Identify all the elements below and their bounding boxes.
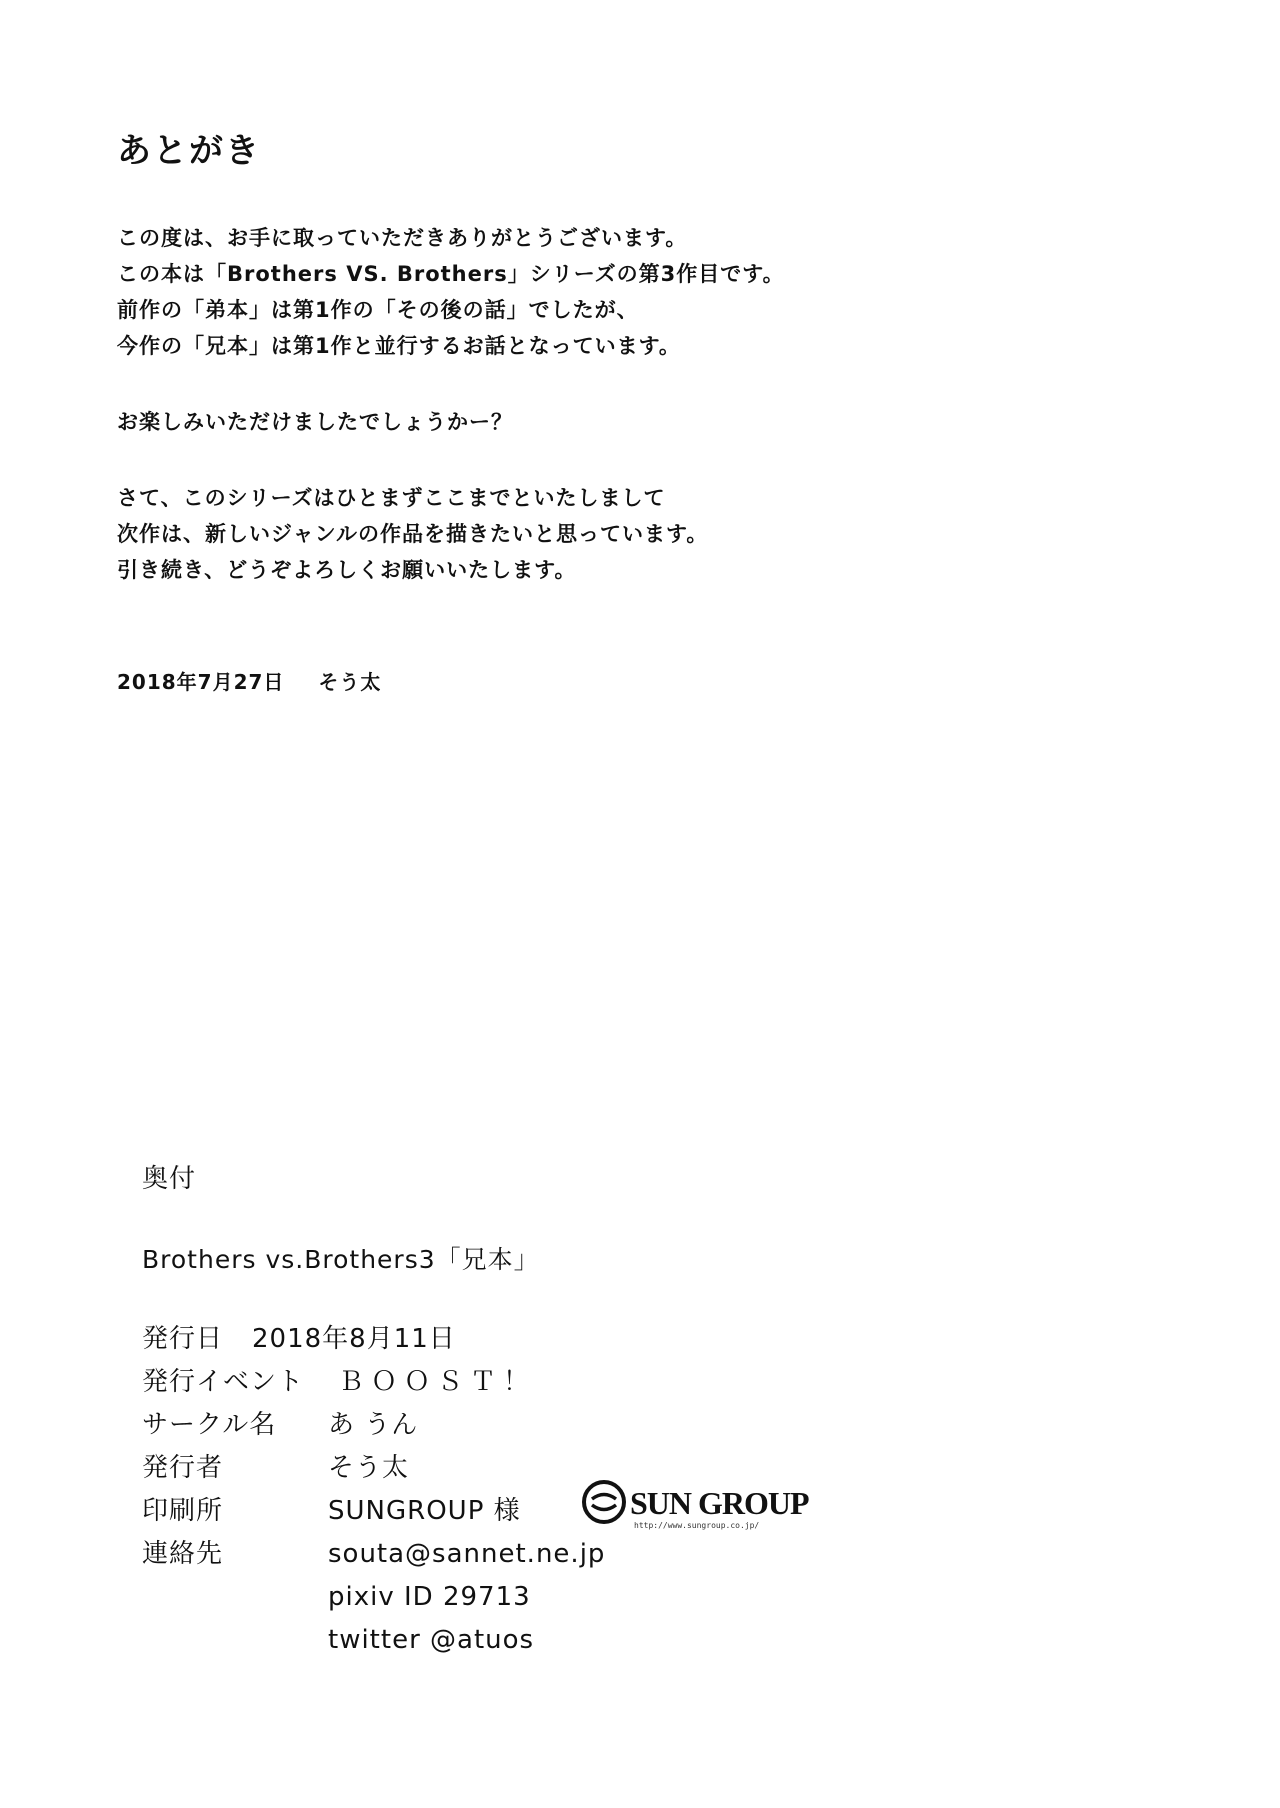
value-printer: SUNGROUP 様 [328,1496,521,1526]
label-circle: サークル名 [142,1410,277,1440]
value-publish-date: 2018年8月11日 [252,1324,456,1354]
afterword-body [117,220,1117,588]
value-contact-twitter: twitter @atuos [328,1625,535,1655]
label-printer: 印刷所 [142,1496,224,1526]
label-publisher: 発行者 [142,1453,224,1483]
row-circle [142,1404,605,1447]
afterword-signature [117,666,381,695]
afterword-line: 次作は、新しいジャンルの作品を描きたいと思っています。 [117,522,709,546]
signature-date: 2018年7月27日 [117,670,285,694]
row-printer [142,1490,605,1533]
value-contact-pixiv: pixiv ID 29713 [328,1582,531,1612]
value-event: ＢＯＯＳＴ！ [338,1367,537,1397]
afterword-line: この度は、お手に取っていただきありがとうございます。 [117,226,688,250]
colophon-table [142,1318,605,1662]
afterword-line: お楽しみいただけましたでしょうかー？ [117,410,513,434]
label-publish-date: 発行日 [142,1324,224,1354]
afterword-line: 前作の「弟本」は第1作の「その後の話」でしたが、 [117,298,639,322]
afterword-title: あとがき [117,131,261,171]
book-title: Brothers vs.Brothers3「兄本」 [142,1245,540,1274]
logo-name: SUN GROUP [630,1485,809,1521]
signature-name: そう太 [318,670,382,694]
value-publisher: そう太 [328,1453,410,1483]
row-contact-twitter [142,1619,605,1662]
afterword-line: さて、このシリーズはひとまずここまでといたしまして [117,486,666,510]
value-circle: あ うん [328,1410,419,1440]
label-event: 発行イベント [142,1367,305,1397]
value-contact-email: souta@sannet.ne.jp [328,1539,606,1569]
sungroup-emblem-icon [584,1482,624,1522]
row-publish-date [142,1318,605,1361]
afterword-line: この本は「Brothers VS. Brothers」シリーズの第3作目です。 [117,262,785,286]
afterword-line: 引き続き、どうぞよろしくお願いいたします。 [117,558,577,582]
row-event [142,1361,605,1404]
afterword-line: 今作の「兄本」は第1作と並行するお話となっています。 [117,334,681,358]
row-contact [142,1533,605,1576]
sungroup-logo [580,1478,810,1534]
colophon-title: 奥付 [142,1164,197,1194]
label-contact: 連絡先 [142,1539,224,1569]
row-publisher [142,1447,605,1490]
row-contact-pixiv [142,1576,605,1619]
logo-url: http://www.sungroup.co.jp/ [634,1521,760,1530]
